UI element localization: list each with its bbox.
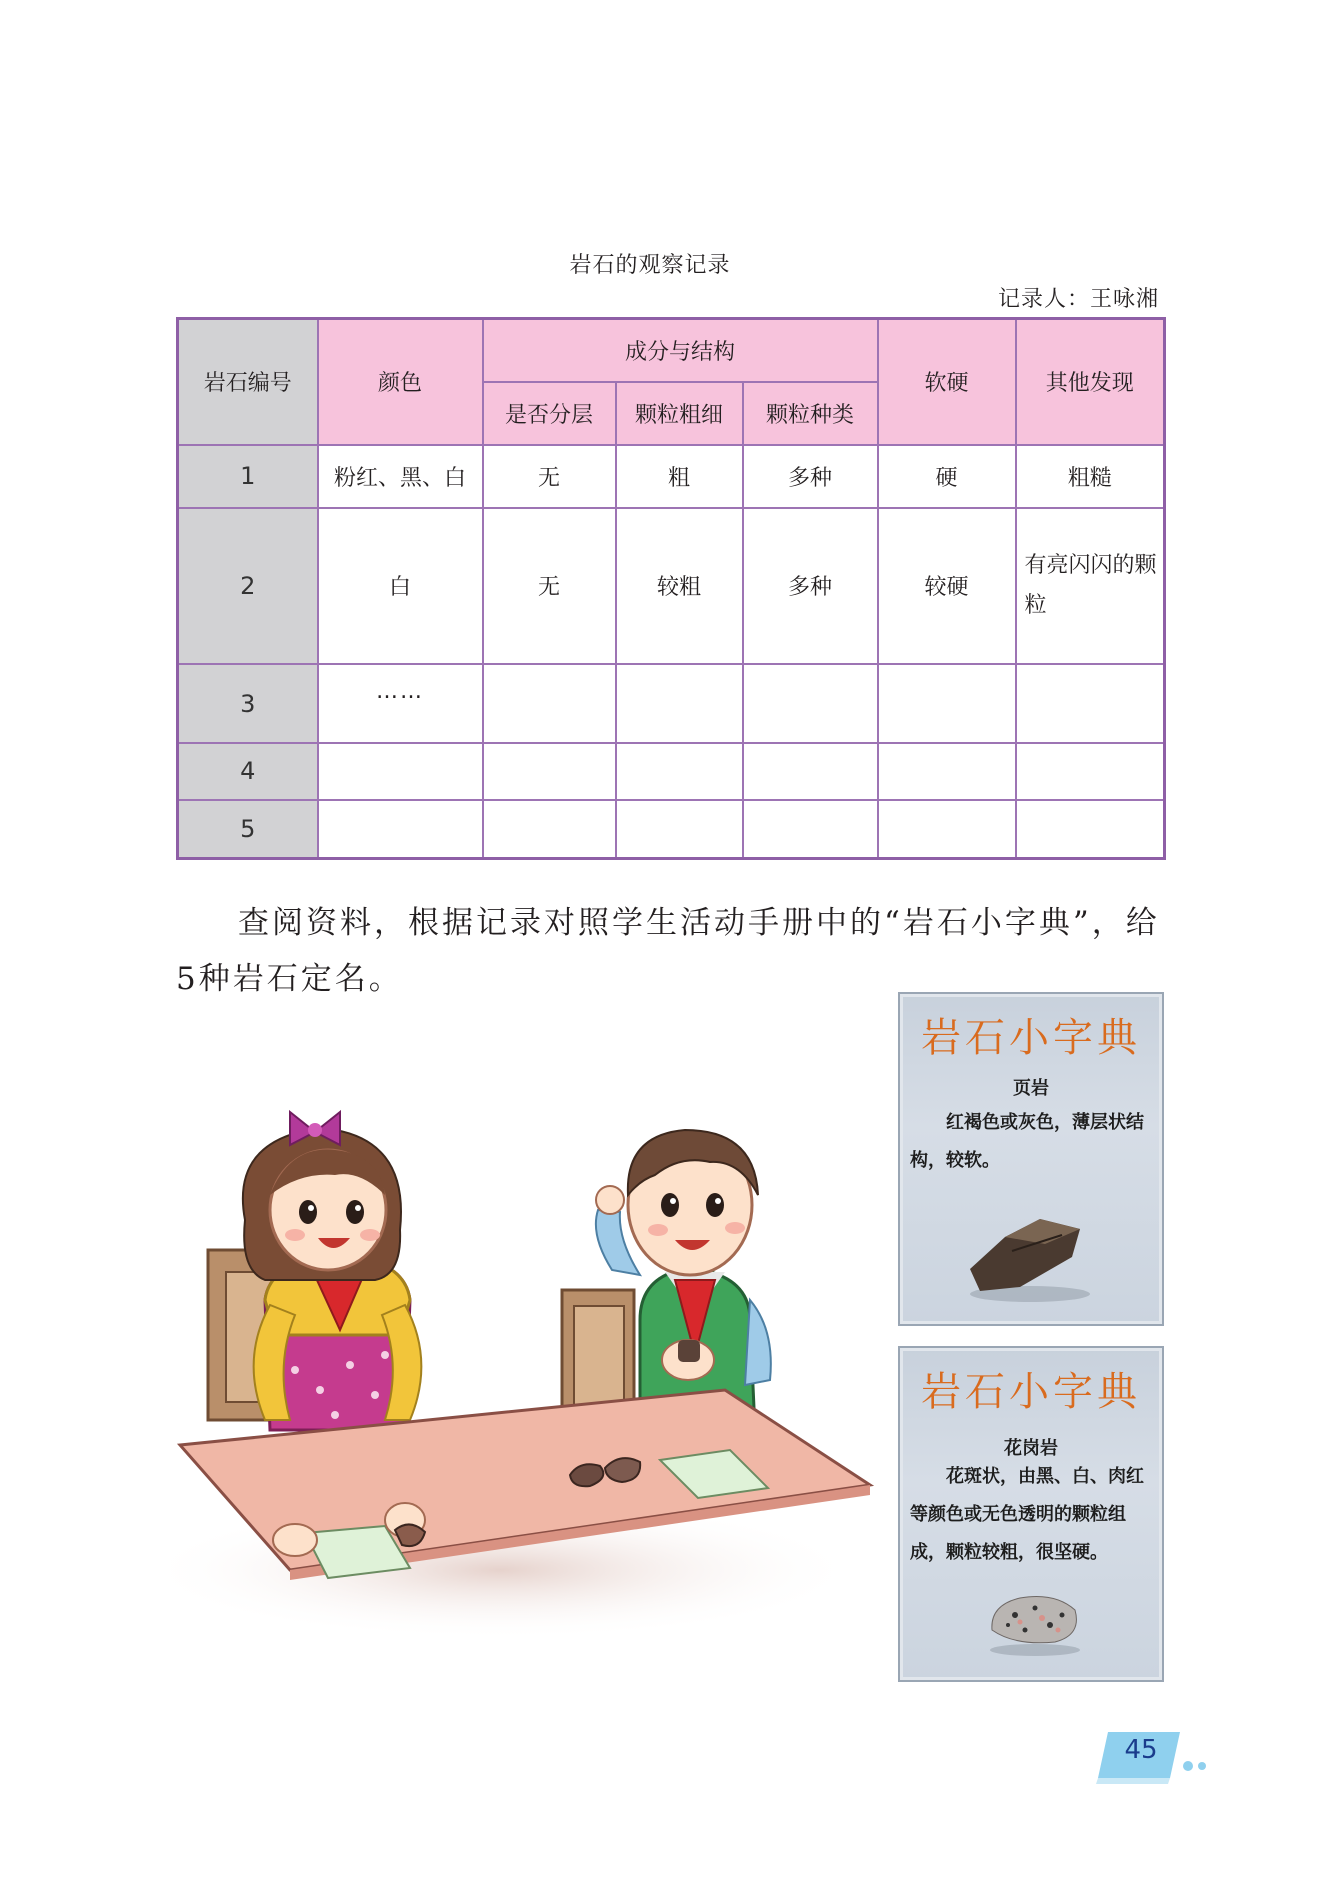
- cell-other: 粗糙: [1016, 445, 1165, 508]
- girl-student: [243, 1112, 422, 1430]
- card-title: 岩石小字典: [921, 1369, 1141, 1415]
- cell-grain-types: [743, 664, 878, 742]
- cell-grain-types: 多种: [743, 445, 878, 508]
- row-number: 3: [178, 664, 318, 742]
- header-rock-number: 岩石编号: [178, 319, 318, 445]
- shale-rock-photo: [950, 1199, 1110, 1309]
- table-row: [178, 743, 1165, 800]
- rock-dictionary-card-granite: [898, 1346, 1164, 1682]
- cell-other: [1016, 800, 1165, 858]
- cell-color: [318, 800, 483, 858]
- card-rock-description: 花斑状，由黑、白、肉红等颜色或无色透明的颗粒组成，颗粒较粗，很坚硬。: [910, 1466, 1144, 1563]
- card-rock-name: 花岗岩: [1004, 1438, 1058, 1459]
- header-other-findings: 其他发现: [1016, 319, 1165, 445]
- header-color: 颜色: [318, 319, 483, 445]
- cell-other: 有亮闪闪的颗粒: [1016, 508, 1165, 665]
- card-rock-name: 页岩: [1013, 1078, 1049, 1099]
- cell-grain-types: [743, 800, 878, 858]
- cell-layered: 无: [483, 508, 616, 665]
- row-number: 4: [178, 743, 318, 800]
- granite-rock-photo: [980, 1580, 1090, 1660]
- recorder-line: [998, 282, 1159, 313]
- cell-color: [318, 743, 483, 800]
- cell-other: [1016, 664, 1165, 742]
- header-hardness: 软硬: [878, 319, 1016, 445]
- page-number: 45: [1124, 1735, 1158, 1765]
- recorder-name: 王咏湘: [1089, 287, 1159, 312]
- cell-color: 白: [318, 508, 483, 665]
- cell-other: [1016, 743, 1165, 800]
- card-rock-description: 红褐色或灰色，薄层状结构，较软。: [910, 1112, 1144, 1171]
- table-row: [178, 445, 1165, 508]
- cell-layered: [483, 743, 616, 800]
- row-number: 2: [178, 508, 318, 665]
- header-composition-structure: 成分与结构: [483, 319, 878, 382]
- instruction-paragraph: 查阅资料，根据记录对照学生活动手册中的“岩石小字典”，给5种岩石定名。: [176, 905, 1160, 997]
- recorder-label: 记录人：: [997, 287, 1090, 312]
- table-row: [178, 800, 1165, 858]
- cell-grain-size: [616, 743, 743, 800]
- table-row: [178, 508, 1165, 665]
- cell-hardness: [878, 743, 1016, 800]
- header-grain-size: 颗粒粗细: [616, 382, 743, 445]
- cell-hardness: 硬: [878, 445, 1016, 508]
- card-title: 岩石小字典: [921, 1015, 1141, 1061]
- cell-hardness: [878, 800, 1016, 858]
- header-layered: 是否分层: [483, 382, 616, 445]
- cell-layered: [483, 664, 616, 742]
- cell-hardness: 较硬: [878, 508, 1016, 665]
- cell-grain-size: [616, 800, 743, 858]
- header-grain-types: 颗粒种类: [743, 382, 878, 445]
- cell-grain-types: [743, 743, 878, 800]
- cell-grain-size: 较粗: [616, 508, 743, 665]
- cell-grain-size: [616, 664, 743, 742]
- students-examining-rocks-illustration: [170, 1100, 900, 1645]
- cell-layered: [483, 800, 616, 858]
- cell-color: 粉红、黑、白: [318, 445, 483, 508]
- row-number: 5: [178, 800, 318, 858]
- table-row: [178, 664, 1165, 742]
- table-title: 岩石的观察记录: [569, 253, 731, 278]
- rock-observation-table: [176, 317, 1166, 860]
- row-number: 1: [178, 445, 318, 508]
- cell-hardness: [878, 664, 1016, 742]
- cell-color: ……: [318, 664, 483, 742]
- cell-grain-size: 粗: [616, 445, 743, 508]
- rock-dictionary-card-shale: [898, 992, 1164, 1326]
- cell-grain-types: 多种: [743, 508, 878, 665]
- cell-layered: 无: [483, 445, 616, 508]
